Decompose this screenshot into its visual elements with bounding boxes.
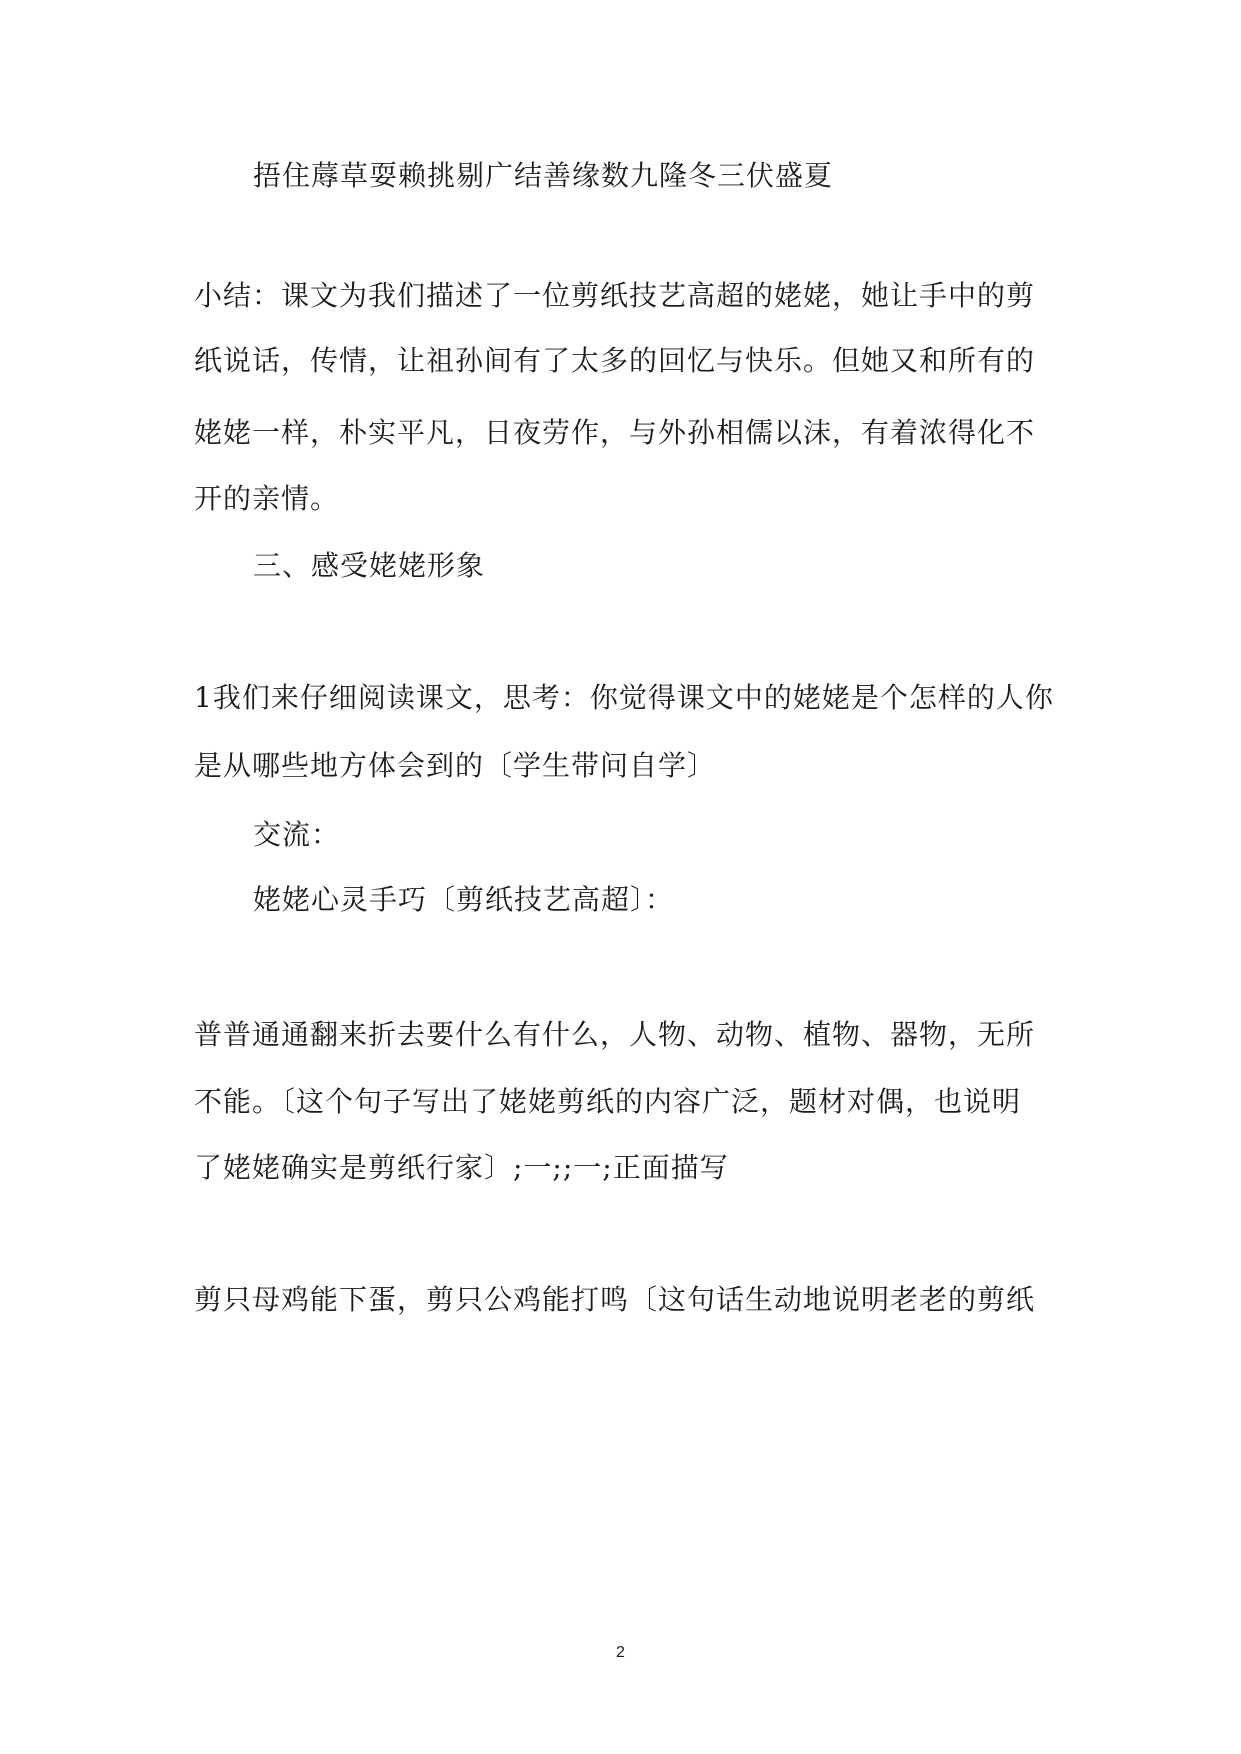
analysis-line-1: 普普通通翻来折去要什么有什么，人物、动物、植物、器物，无所 (194, 1018, 1036, 1051)
page-number: 2 (616, 1644, 625, 1661)
analysis-line-3: 了姥姥确实是剪纸行家〕;一;;一;正面描写 (194, 1151, 729, 1184)
vocabulary-line: 捂住蓐草耍赖挑剔广结善缘数九隆冬三伏盛夏 (253, 159, 834, 192)
analysis-line-4: 剪只母鸡能下蛋，剪只公鸡能打鸣〔这句话生动地说明老老的剪纸 (194, 1283, 1036, 1316)
summary-line-4: 开的亲情。 (194, 482, 340, 515)
summary-line-3: 姥姥一样，朴实平凡，日夜劳作，与外孙相儒以沫，有着浓得化不 (194, 416, 1036, 449)
exchange-label: 交流： (253, 818, 341, 851)
analysis-line-2: 不能。〔这个句子写出了姥姥剪纸的内容广泛，题材对偶，也说明 (194, 1085, 1022, 1118)
question-line-2: 是从哪些地方体会到的〔学生带问自学〕 (194, 749, 717, 782)
point-heading: 姥姥心灵手巧〔剪纸技艺高超〕： (253, 883, 675, 916)
question-line-1: 1我们来仔细阅读课文，思考：你觉得课文中的姥姥是个怎样的人你 (194, 681, 1054, 714)
section-heading: 三、感受姥姥形象 (253, 549, 486, 582)
summary-line-1: 小结：课文为我们描述了一位剪纸技艺高超的姥姥，她让手中的剪 (194, 279, 1036, 312)
summary-line-2: 纸说话，传情，让祖孙间有了太多的回忆与快乐。但她又和所有的 (194, 344, 1036, 377)
